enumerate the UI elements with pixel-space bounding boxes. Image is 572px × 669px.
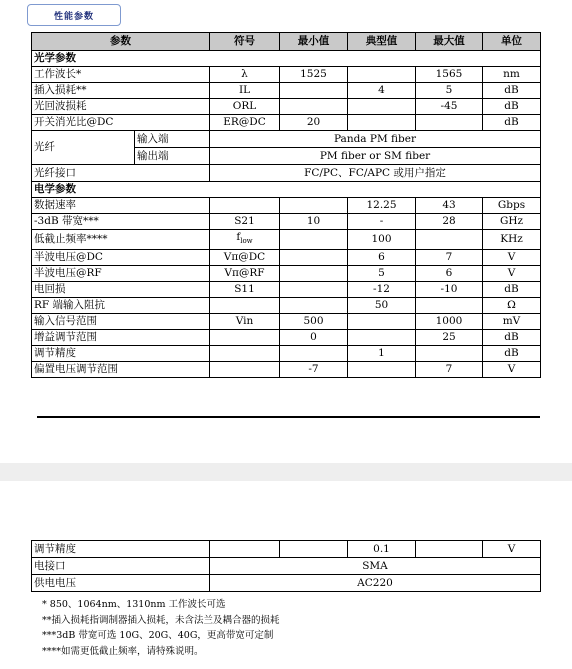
max-cell xyxy=(416,541,483,558)
section-title: 电学参数 xyxy=(32,182,541,198)
typ-cell xyxy=(348,67,416,83)
sub-param-cell: 输入端 xyxy=(135,131,210,148)
param-cell: 光纤 xyxy=(32,131,135,165)
value-cell: FC/PC、FC/APC 或用户指定 xyxy=(210,165,541,182)
unit-cell: V xyxy=(483,266,541,282)
param-cell: 低截止频率**** xyxy=(32,230,210,250)
spec-table xyxy=(31,32,541,378)
max-cell: 28 xyxy=(416,214,483,230)
table-row xyxy=(32,282,541,298)
typ-cell xyxy=(348,115,416,131)
header-min: 最小值 xyxy=(280,33,348,51)
table-row xyxy=(32,314,541,330)
min-cell xyxy=(280,266,348,282)
symbol-cell xyxy=(210,362,280,378)
unit-cell: dB xyxy=(483,330,541,346)
header-param: 参数 xyxy=(32,33,210,51)
table-row xyxy=(32,67,541,83)
table-row xyxy=(32,198,541,214)
min-cell xyxy=(280,250,348,266)
max-cell: 6 xyxy=(416,266,483,282)
min-cell: 20 xyxy=(280,115,348,131)
typ-cell: 12.25 xyxy=(348,198,416,214)
divider-line xyxy=(37,416,540,418)
table-row xyxy=(32,83,541,99)
header-symbol: 符号 xyxy=(210,33,280,51)
min-cell xyxy=(280,83,348,99)
table-row xyxy=(32,298,541,314)
param-cell: 光回波损耗 xyxy=(32,99,210,115)
param-cell: 增益调节范围 xyxy=(32,330,210,346)
table-row xyxy=(32,230,541,250)
typ-cell xyxy=(348,314,416,330)
param-cell: 偏置电压调节范围 xyxy=(32,362,210,378)
max-cell: 7 xyxy=(416,250,483,266)
param-cell: RF 端输入阻抗 xyxy=(32,298,210,314)
unit-cell: dB xyxy=(483,83,541,99)
unit-cell: Gbps xyxy=(483,198,541,214)
param-cell: 插入损耗** xyxy=(32,83,210,99)
param-cell: 电接口 xyxy=(32,558,210,575)
min-cell: 500 xyxy=(280,314,348,330)
unit-cell: V xyxy=(483,250,541,266)
max-cell: -10 xyxy=(416,282,483,298)
min-cell xyxy=(280,346,348,362)
unit-cell: Ω xyxy=(483,298,541,314)
section-tab-label: 性能参数 xyxy=(53,11,94,22)
typ-cell xyxy=(348,362,416,378)
table-row xyxy=(32,99,541,115)
typ-cell: 6 xyxy=(348,250,416,266)
symbol-cell: S11 xyxy=(210,282,280,298)
min-cell: 1525 xyxy=(280,67,348,83)
typ-cell: 4 xyxy=(348,83,416,99)
footnote: * 850、1064nm、1310nm 工作波长可选 xyxy=(42,599,226,610)
typ-cell: 50 xyxy=(348,298,416,314)
max-cell: 5 xyxy=(416,83,483,99)
footnote: **插入损耗指调制器插入损耗，未含法兰及耦合器的损耗 xyxy=(42,614,280,626)
typ-cell: 100 xyxy=(348,230,416,250)
table-row xyxy=(32,330,541,346)
param-cell: 调节精度 xyxy=(32,346,210,362)
param-cell: 供电电压 xyxy=(32,575,210,592)
min-cell xyxy=(280,298,348,314)
page-break-band xyxy=(0,463,572,481)
symbol-cell xyxy=(210,346,280,362)
param-cell: 半波电压@RF xyxy=(32,266,210,282)
table-row xyxy=(32,266,541,282)
table-row xyxy=(32,346,541,362)
typ-cell xyxy=(348,330,416,346)
symbol-cell xyxy=(210,330,280,346)
param-cell: 工作波长* xyxy=(32,67,210,83)
table-row xyxy=(32,165,541,182)
value-cell: AC220 xyxy=(210,575,541,592)
max-cell: 25 xyxy=(416,330,483,346)
typ-cell xyxy=(348,99,416,115)
table-row xyxy=(32,575,541,592)
table-row xyxy=(32,115,541,131)
table-row xyxy=(32,558,541,575)
section-tab[interactable] xyxy=(27,4,121,26)
symbol-cell: Vπ@DC xyxy=(210,250,280,266)
param-cell: 半波电压@DC xyxy=(32,250,210,266)
param-cell: 输入信号范围 xyxy=(32,314,210,330)
symbol-cell: ER@DC xyxy=(210,115,280,131)
symbol-cell: Vin xyxy=(210,314,280,330)
footnote: ***3dB 带宽可选 10G、20G、40G，更高带宽可定制 xyxy=(42,630,274,641)
param-cell: 数据速率 xyxy=(32,198,210,214)
header-typ: 典型值 xyxy=(348,33,416,51)
table-row xyxy=(32,51,541,67)
spec-table-continued xyxy=(31,540,541,592)
max-cell: 1000 xyxy=(416,314,483,330)
unit-cell: nm xyxy=(483,67,541,83)
symbol-cell xyxy=(210,198,280,214)
symbol-cell: IL xyxy=(210,83,280,99)
max-cell xyxy=(416,115,483,131)
max-cell: -45 xyxy=(416,99,483,115)
table-row xyxy=(32,214,541,230)
max-cell xyxy=(416,346,483,362)
min-cell: 0 xyxy=(280,330,348,346)
table-row xyxy=(32,131,541,148)
symbol-sub: low xyxy=(240,237,253,246)
table-row xyxy=(32,250,541,266)
value-cell: Panda PM fiber xyxy=(210,131,541,148)
min-cell xyxy=(280,541,348,558)
min-cell xyxy=(280,198,348,214)
unit-cell: V xyxy=(483,541,541,558)
symbol-cell: S21 xyxy=(210,214,280,230)
min-cell xyxy=(280,282,348,298)
max-cell xyxy=(416,230,483,250)
typ-cell: -12 xyxy=(348,282,416,298)
param-cell: 开关消光比@DC xyxy=(32,115,210,131)
typ-cell: 5 xyxy=(348,266,416,282)
max-cell xyxy=(416,298,483,314)
unit-cell: KHz xyxy=(483,230,541,250)
unit-cell: dB xyxy=(483,99,541,115)
table-row xyxy=(32,541,541,558)
min-cell xyxy=(280,230,348,250)
symbol-cell xyxy=(210,298,280,314)
max-cell: 43 xyxy=(416,198,483,214)
footnote: ****如需更低截止频率，请特殊说明。 xyxy=(42,645,204,657)
footnotes xyxy=(42,597,280,659)
param-cell: 调节精度 xyxy=(32,541,210,558)
table-row xyxy=(32,33,541,51)
typ-cell: 1 xyxy=(348,346,416,362)
unit-cell: dB xyxy=(483,282,541,298)
symbol-cell: λ xyxy=(210,67,280,83)
value-cell: PM fiber or SM fiber xyxy=(210,148,541,165)
unit-cell: mV xyxy=(483,314,541,330)
typ-cell: 0.1 xyxy=(348,541,416,558)
unit-cell: GHz xyxy=(483,214,541,230)
table-row xyxy=(32,362,541,378)
symbol-main: f xyxy=(236,231,241,243)
unit-cell: V xyxy=(483,362,541,378)
symbol-cell xyxy=(210,230,280,250)
section-title: 光学参数 xyxy=(32,51,541,67)
max-cell: 7 xyxy=(416,362,483,378)
min-cell: -7 xyxy=(280,362,348,378)
symbol-cell xyxy=(210,541,280,558)
min-cell: 10 xyxy=(280,214,348,230)
min-cell xyxy=(280,99,348,115)
max-cell: 1565 xyxy=(416,67,483,83)
header-unit: 单位 xyxy=(483,33,541,51)
value-cell: SMA xyxy=(210,558,541,575)
param-cell: 电回损 xyxy=(32,282,210,298)
unit-cell: dB xyxy=(483,346,541,362)
typ-cell: - xyxy=(348,214,416,230)
symbol-cell: ORL xyxy=(210,99,280,115)
symbol-cell: Vπ@RF xyxy=(210,266,280,282)
unit-cell: dB xyxy=(483,115,541,131)
param-cell: -3dB 带宽*** xyxy=(32,214,210,230)
header-max: 最大值 xyxy=(416,33,483,51)
table-row xyxy=(32,182,541,198)
param-cell: 光纤接口 xyxy=(32,165,210,182)
sub-param-cell: 输出端 xyxy=(135,148,210,165)
